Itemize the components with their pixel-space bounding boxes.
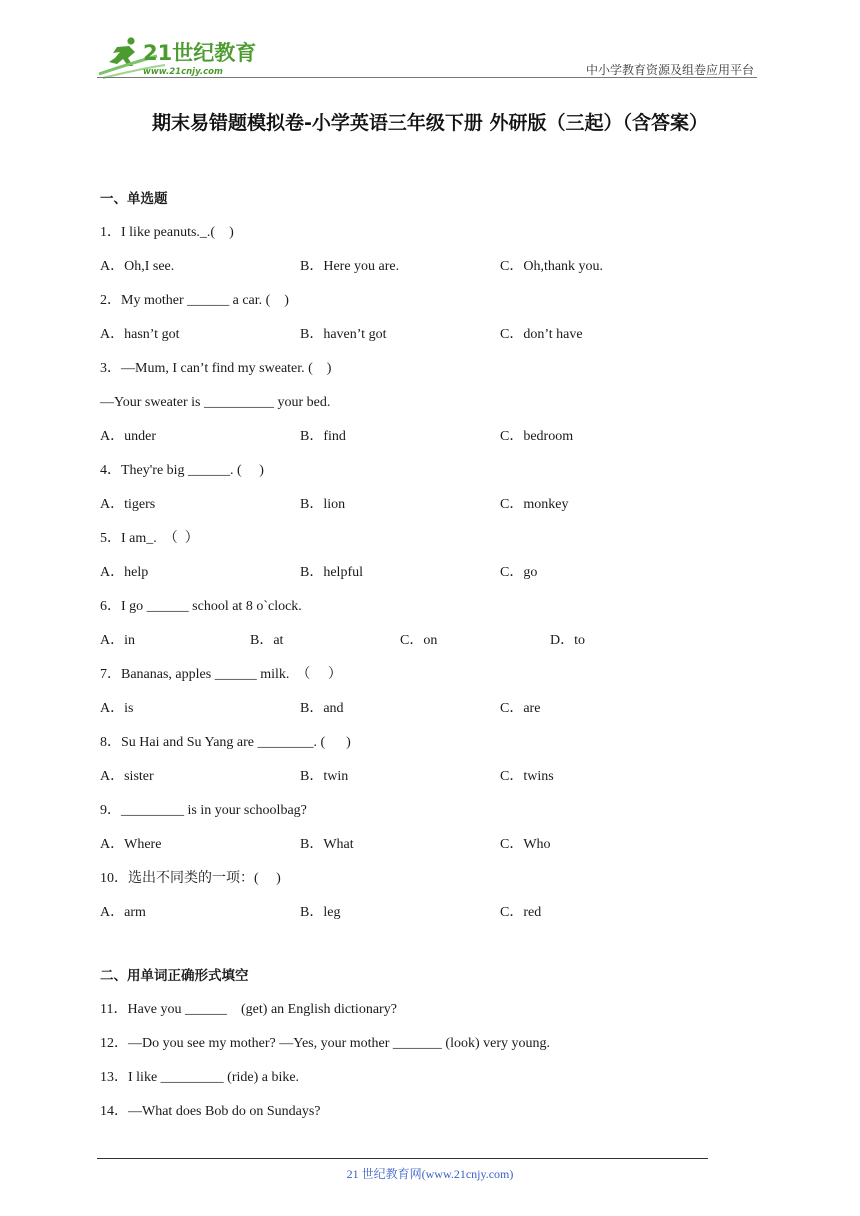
option-c: C．twins (500, 769, 554, 784)
question-stem: 6．I go ______ school at 8 o`clock. (100, 599, 302, 614)
option-b: B．Here you are. (300, 259, 400, 274)
answer-options (100, 426, 760, 460)
question-stem: 5．I am_. （ ） (100, 531, 199, 546)
option-c: C．Oh,thank you. (500, 259, 604, 274)
option-c: C．go (500, 565, 538, 580)
option-c: C．Who (500, 837, 551, 852)
option-b: B．helpful (300, 565, 363, 580)
option-b: B．find (300, 429, 346, 444)
question-stem: 4．They're big ______. ( ) (100, 463, 264, 478)
option-a: A．Oh,I see. (100, 259, 175, 274)
logo-url: www.21cnjy.com (143, 67, 223, 77)
header-divider (97, 77, 757, 78)
option-a: A．help (100, 565, 149, 580)
answer-options (100, 766, 760, 800)
option-a: A．arm (100, 905, 146, 920)
exam-content (100, 188, 760, 1135)
footer-divider (97, 1158, 708, 1159)
question-stem: 2．My mother ______ a car. ( ) (100, 293, 289, 308)
page-title: 期末易错题模拟卷-小学英语三年级下册 外研版（三起）（含答案） (151, 112, 708, 134)
option-c: C．bedroom (500, 429, 574, 444)
option-a: A．hasn’t got (100, 327, 180, 342)
option-c: C．monkey (500, 497, 569, 512)
fill-in-question: 12．—Do you see my mother? —Yes, your mother _______ (look) very young. (100, 1036, 551, 1051)
section-title: 一、单选题 (100, 191, 168, 207)
answer-options (100, 630, 760, 664)
option-a: A．tigers (100, 497, 156, 512)
answer-options (100, 698, 760, 732)
option-a: A．in (100, 633, 135, 648)
logo-text: 21世纪教育 (143, 41, 257, 65)
option-b: B．haven’t got (300, 327, 387, 342)
footer-link[interactable]: 21 世纪教育网(www.21cnjy.com) (346, 1167, 514, 1181)
fill-in-question: 14．—What does Bob do on Sundays? (100, 1104, 321, 1119)
option-d: D．to (550, 633, 585, 648)
platform-tagline: 中小学教育资源及组卷应用平台 (585, 63, 754, 77)
option-b: B．twin (300, 769, 349, 784)
option-a: A．Where (100, 837, 162, 852)
option-c: C．red (500, 905, 542, 920)
option-b: B．lion (300, 497, 346, 512)
option-b: B．leg (300, 905, 341, 920)
option-a: A．under (100, 429, 156, 444)
answer-options (100, 256, 760, 290)
fill-in-question: 11．Have you ______ (get) an English dictionary? (100, 1002, 397, 1017)
option-a: A．is (100, 701, 134, 716)
question-stem: 7．Bananas, apples ______ milk. （ ） (100, 667, 342, 682)
option-c: C．on (400, 633, 438, 648)
site-logo (95, 36, 265, 80)
section-title: 二、用单词正确形式填空 (100, 968, 249, 984)
option-b: B．and (300, 701, 344, 716)
question-stem-line-2: —Your sweater is __________ your bed. (100, 395, 331, 410)
question-stem: 8．Su Hai and Su Yang are ________. ( ) (100, 735, 351, 750)
answer-options (100, 494, 760, 528)
option-c: C．don’t have (500, 327, 583, 342)
question-stem: 3．—Mum, I can’t find my sweater. ( ) (100, 361, 332, 376)
question-stem: 1．I like peanuts._.( ) (100, 225, 234, 240)
fill-in-question: 13．I like _________ (ride) a bike. (100, 1070, 300, 1085)
option-b: B．at (250, 633, 284, 648)
answer-options (100, 324, 760, 358)
answer-options (100, 562, 760, 596)
question-stem: 10．选出不同类的一项：( ) (100, 871, 281, 886)
option-a: A．sister (100, 769, 154, 784)
option-c: C．are (500, 701, 541, 716)
answer-options (100, 834, 760, 868)
question-stem: 9．_________ is in your schoolbag? (100, 803, 307, 818)
option-b: B．What (300, 837, 354, 852)
answer-options (100, 902, 760, 936)
